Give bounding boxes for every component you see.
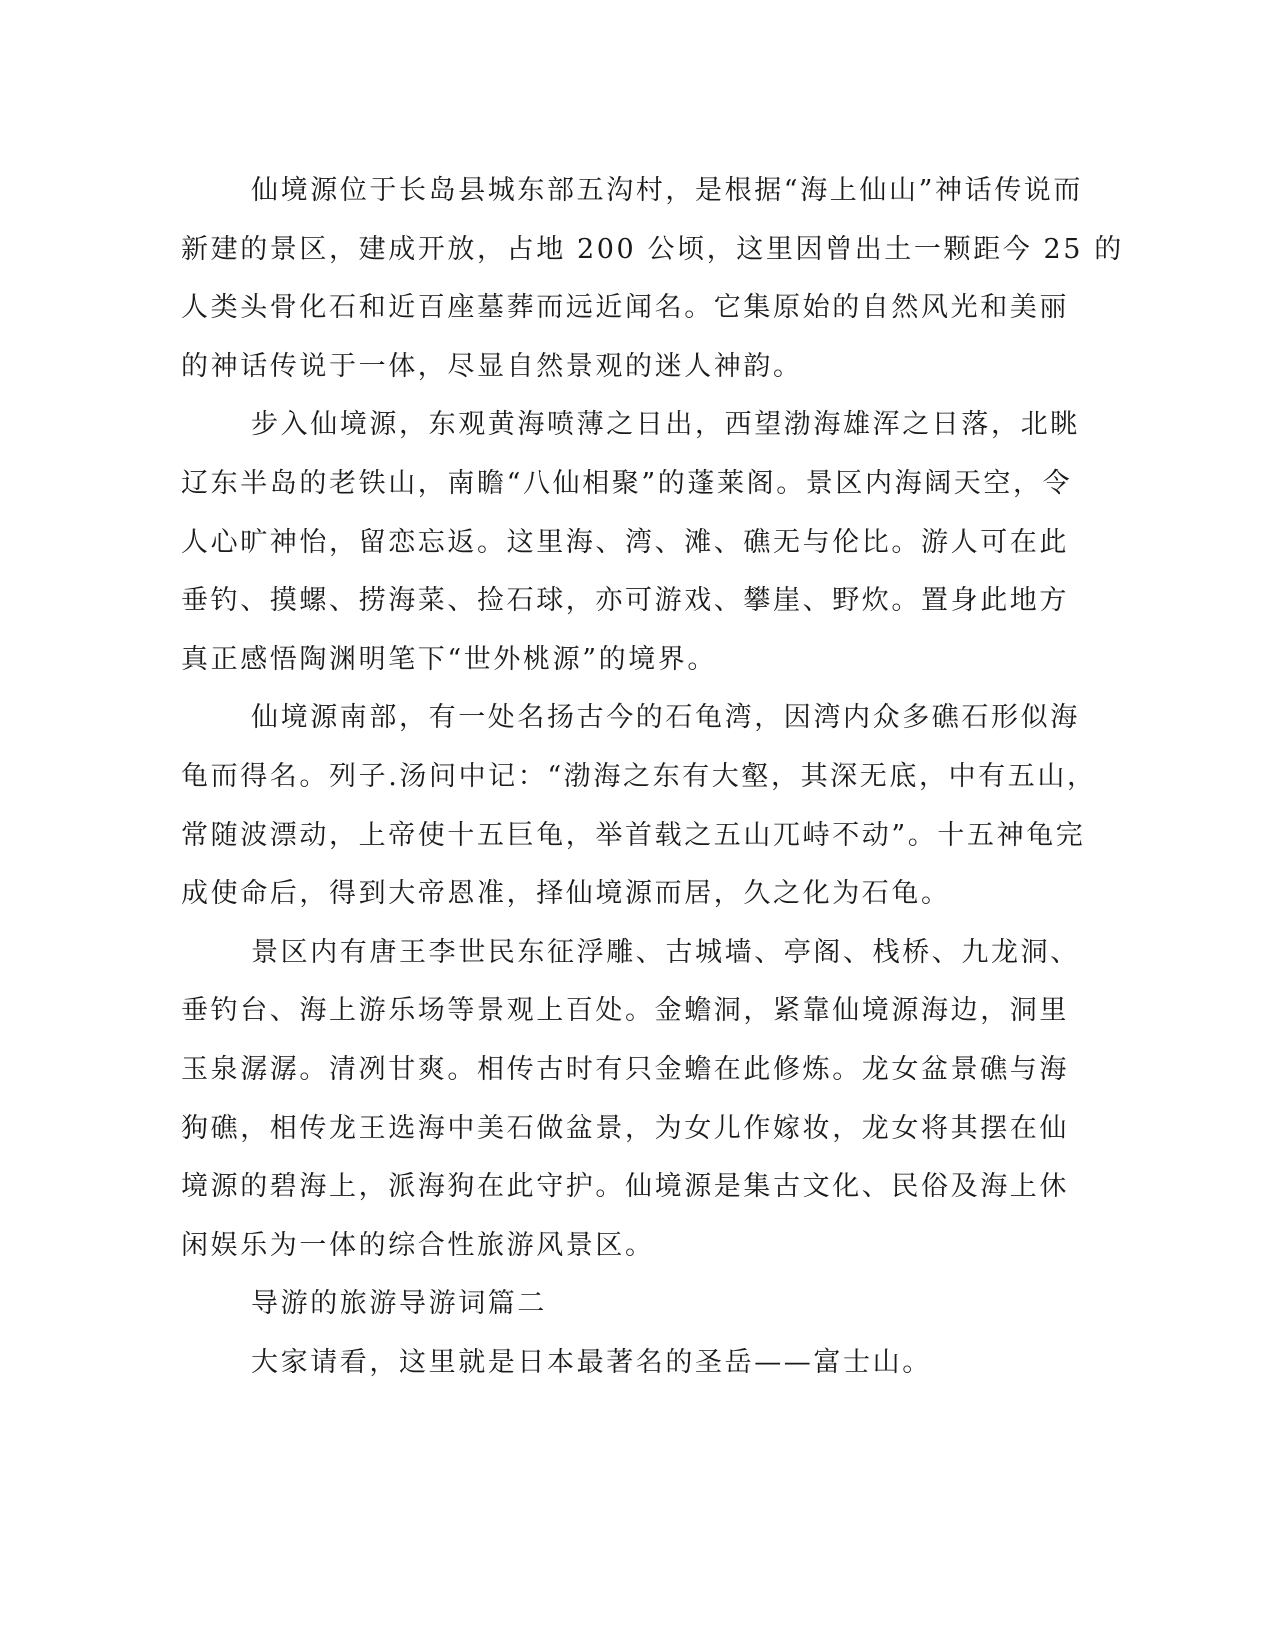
text-line: 辽东半岛的老铁山，南瞻“八仙相聚”的蓬莱阁。景区内海阔天空，令 xyxy=(181,467,1073,499)
text-line: 玉泉潺潺。清冽甘爽。相传古时有只金蟾在此修炼。龙女盆景礁与海 xyxy=(181,1053,1069,1085)
text-line: 常随波漂动，上帝使十五巨龟，举首载之五山兀峙不动”。十五神龟完 xyxy=(181,819,1086,851)
text-line: 垂钓、摸螺、捞海菜、捡石球，亦可游戏、攀崖、野炊。置身此地方 xyxy=(181,585,1069,617)
text-line: 步入仙境源，东观黄海喷薄之日出，西望渤海雄浑之日落，北眺 xyxy=(251,409,1080,441)
text-line: 大家请看，这里就是日本最著名的圣岳——富士山。 xyxy=(251,1346,932,1378)
paragraph-scenery xyxy=(181,396,1080,689)
text-line: 人心旷神怡，留恋忘返。这里海、湾、滩、礁无与伦比。游人可在此 xyxy=(181,526,1069,558)
paragraph-attractions xyxy=(181,924,1080,1276)
text-line: 人类头骨化石和近百座墓葬而远近闻名。它集原始的自然风光和美丽 xyxy=(181,292,1069,324)
paragraph-stone-turtle-bay xyxy=(181,689,1097,923)
text-line: 仙境源南部，有一处名扬古今的石龟湾，因湾内众多礁石形似海 xyxy=(251,702,1080,734)
text-line: 境源的碧海上，派海狗在此守护。仙境源是集古文化、民俗及海上休 xyxy=(181,1171,1069,1203)
text-line: 狗礁，相传龙王选海中美石做盆景，为女儿作嫁妆，龙女将其摆在仙 xyxy=(181,1112,1069,1144)
text-line: 垂钓台、海上游乐场等景观上百处。金蟾洞，紧靠仙境源海边，洞里 xyxy=(181,995,1069,1027)
text-line: 的神话传说于一体，尽显自然景观的迷人神韵。 xyxy=(181,350,803,382)
paragraph-mount-fuji xyxy=(181,1334,1031,1393)
text-line: 成使命后，得到大帝恩准，择仙境源而居，久之化为石龟。 xyxy=(181,878,951,910)
heading-text: 导游的旅游导游词篇二 xyxy=(251,1288,547,1320)
section-heading xyxy=(181,1275,1031,1334)
text-line: 新建的景区，建成开放，占地 200 公顷，这里因曾出土一颗距今 25 的 xyxy=(181,233,1124,265)
text-line: 景区内有唐王李世民东征浮雕、古城墙、亭阁、栈桥、九龙洞、 xyxy=(251,936,1080,968)
text-line: 闲娱乐为一体的综合性旅游风景区。 xyxy=(181,1229,655,1261)
text-line: 龟而得名。列子.汤问中记：“渤海之东有大壑，其深无底，中有五山， xyxy=(181,760,1097,792)
text-line: 仙境源位于长岛县城东部五沟村，是根据“海上仙山”神话传说而 xyxy=(251,175,1084,206)
paragraph-xianjingyuan-intro xyxy=(181,162,1124,396)
document-body xyxy=(181,162,1124,1392)
text-line: 真正感悟陶渊明笔下“世外桃源”的境界。 xyxy=(181,643,718,675)
